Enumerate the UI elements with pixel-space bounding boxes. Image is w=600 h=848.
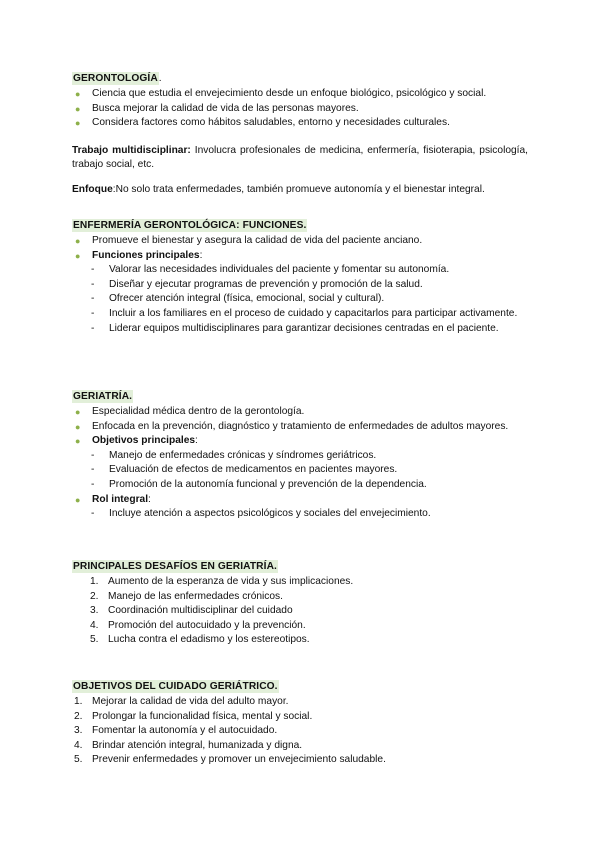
rol-list [72,507,528,522]
bullet-icon: ● [75,118,81,129]
bullet-icon: ● [75,494,81,505]
bullet-icon: ● [75,436,81,447]
dash-icon: - [91,322,95,334]
list-item: 5. Prevenir enfermedades y promover un envejecimiento saludable. [74,754,386,766]
list-item: 2. Manejo de las enfermedades crónicos. [90,590,283,602]
list-item: - Evaluación de efectos de medicamentos en pacientes mayores. [72,463,528,478]
bullet-icon: ● [75,407,81,417]
list-item: 1. Mejorar la calidad de vida del adulto mayor. [74,696,289,707]
list-item: 1. Aumento de la esperanza de vida y sus implicaciones. [90,576,354,587]
bullet-icon: ● [75,89,81,99]
heading-gerontologia: GERONTOLOGÍA [73,73,158,84]
bullet-icon: ● [75,103,81,114]
heading-gerontologia-suffix: . [158,73,162,84]
list-item: - Liderar equipos multidisciplinares para garantizar decisiones centradas en el paciente. [72,322,528,337]
list-item: ● Rol integral: [72,493,528,508]
objetivos-list [72,449,528,493]
list-item: ● Promueve el bienestar y asegura la calidad de vida del paciente anciano. [72,234,528,249]
dash-icon: - [91,464,95,476]
list-item: ● Busca mejorar la calidad de vida de las personas mayores. [72,102,528,117]
list-item: 3. Fomentar la autonomía y el autocuidado. [74,725,278,737]
dash-icon: - [91,307,95,319]
dash-icon: - [91,278,95,290]
bullet-icon: ● [75,421,81,432]
list-item: 4. Promoción del autocuidado y la prevención. [90,619,306,631]
desafios-list [72,575,528,648]
rol-bullets [72,493,528,508]
bullet-icon: ● [75,236,81,246]
list-item: - Manejo de enfermedades crónicas y síndromes geriátricos. [72,449,528,464]
enfoque: Enfoque:No solo trata enfermedades, también promueve autonomía y el bienestar integral. [72,183,485,195]
trabajo-multidisciplinar: Trabajo multidisciplinar: Involucra profesionales de medicina, enfermería, fisioterapia, psicología, trabajo social, etc. [72,144,528,171]
dash-icon: - [91,478,95,490]
gerontologia-bullets [72,87,528,131]
list-item: - Incluir a los familiares en el proceso de cuidado y capacitarlos para participar activamente. [72,307,528,322]
list-item: - Ofrecer atención integral (física, emocional, social y cultural). [72,292,528,307]
dash-icon: - [91,449,95,461]
list-item: ● Especialidad médica dentro de la gerontología. [72,405,528,420]
objetivos-cuidado-list [72,695,528,768]
list-item: 2. Prolongar la funcionalidad física, mental y social. [74,710,313,722]
bullet-icon: ● [75,250,81,261]
heading-geriatria: GERIATRÍA. [73,391,133,402]
list-item: - Diseñar y ejecutar programas de prevención y promoción de la salud. [72,278,528,293]
list-item: 5. Lucha contra el edadismo y los estereotipos. [90,634,310,646]
section-geriatria [72,390,528,522]
list-item: 3. Coordinación multidisciplinar del cuidado [90,605,293,617]
list-item: ● Funciones principales: [72,249,528,264]
list-item: ● Enfocada en la prevención, diagnóstico y tratamiento de enfermedades de adultos mayores. [72,420,528,435]
section-objetivos-cuidado [72,680,528,768]
geriatria-bullets [72,405,528,449]
section-enfermeria [72,219,528,336]
list-item: ● Considera factores como hábitos saludables, entorno y necesidades culturales. [72,116,528,131]
list-item: - Valorar las necesidades individuales del paciente y fomentar su autonomía. [72,263,528,278]
list-item: - Incluye atención a aspectos psicológicos y sociales del envejecimiento. [72,507,528,522]
enfermeria-bullets [72,234,528,263]
heading-objetivos-cuidado: OBJETIVOS DEL CUIDADO GERIÁTRICO. [73,681,278,692]
heading-desafios: PRINCIPALES DESAFÍOS EN GERIATRÍA. [73,561,277,572]
list-item: - Promoción de la autonomía funcional y prevención de la dependencia. [72,478,528,493]
dash-icon: - [91,293,95,305]
heading-enfermeria: ENFERMERÍA GERONTOLÓGICA: FUNCIONES. [73,220,307,231]
list-item: ● Ciencia que estudia el envejecimiento desde un enfoque biológico, psicológico y social. [72,87,528,102]
list-item: 4. Brindar atención integral, humanizada y digna. [74,739,303,751]
funciones-list [72,263,528,336]
dash-icon: - [91,264,95,276]
section-desafios [72,560,528,648]
section-gerontologia [72,72,528,198]
dash-icon: - [91,508,95,520]
list-item: ● Objetivos principales: [72,434,528,449]
